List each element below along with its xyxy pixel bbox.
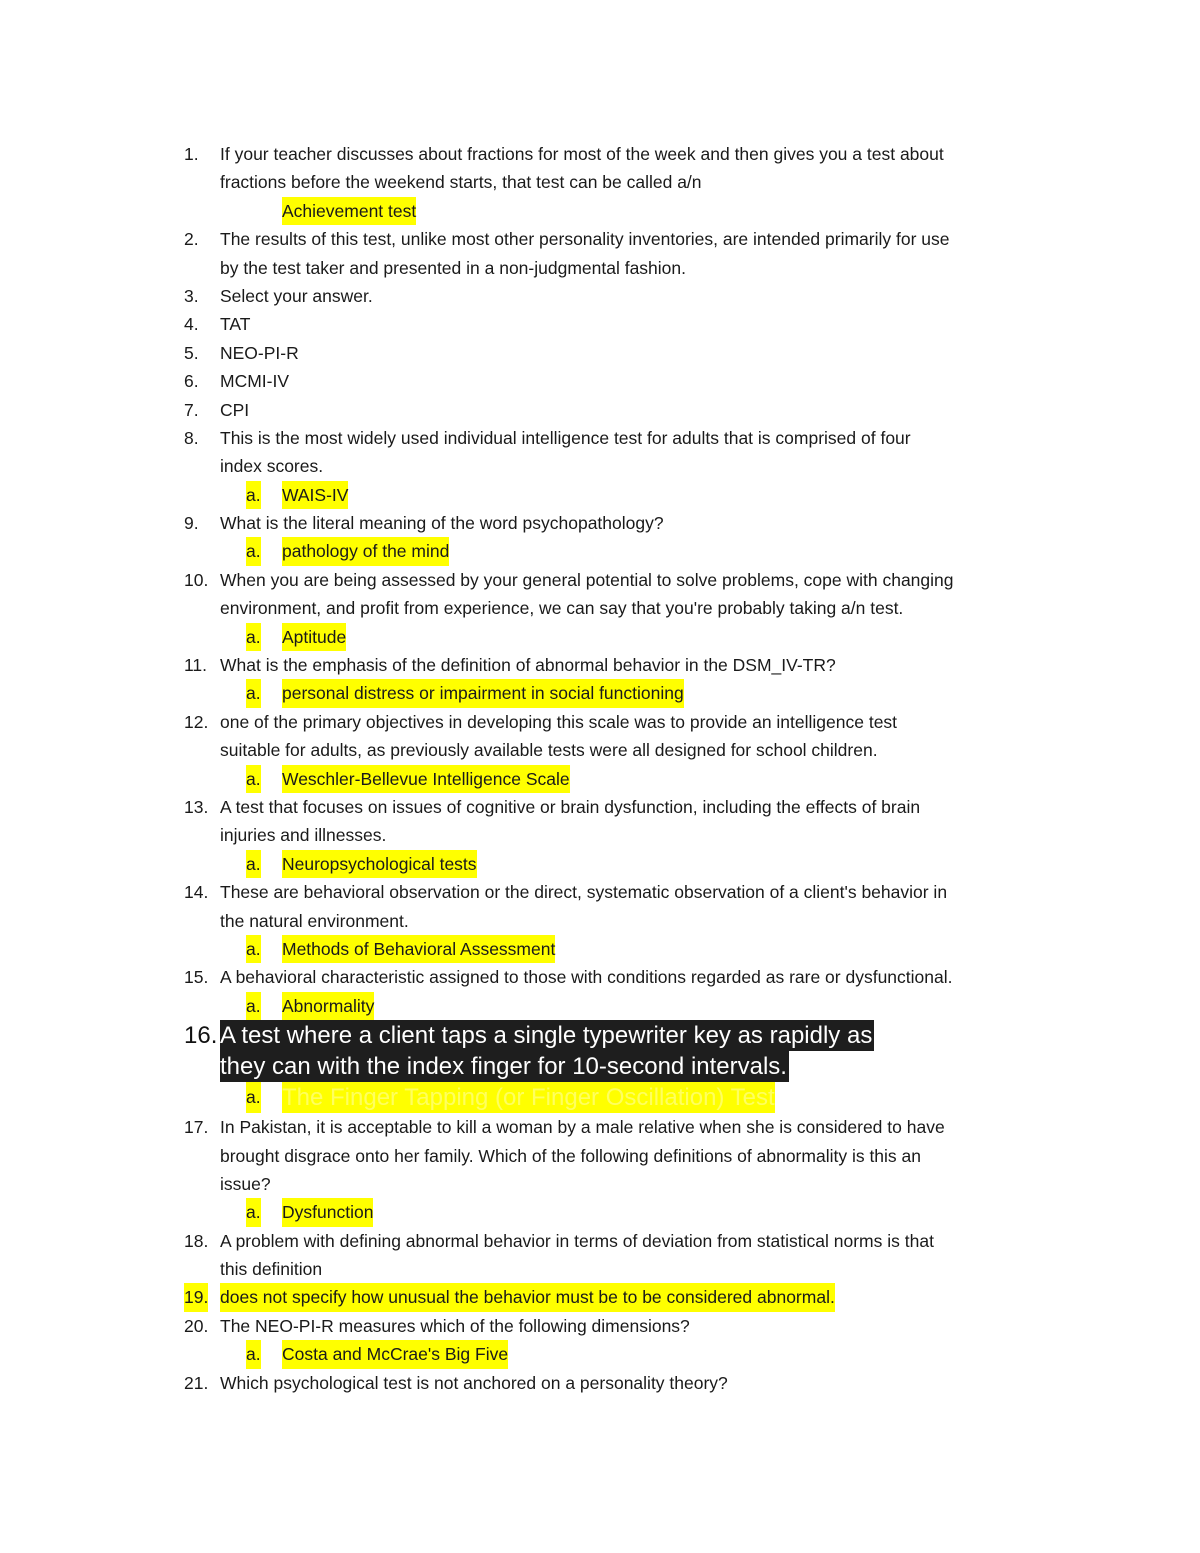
question-number: 14. (184, 882, 209, 903)
question-text: A problem with defining abnormal behavior in terms of deviation from statistical norms is that (220, 1230, 934, 1251)
question-number: 4. (184, 314, 199, 335)
question-text: by the test taker and presented in a non-judgmental fashion. (220, 257, 686, 278)
question-text: issue? (220, 1173, 271, 1194)
question-item (0, 424, 1200, 452)
question-text: A test where a client taps a single typewriter key as rapidly as (220, 1022, 873, 1050)
question-continuation (0, 907, 1200, 935)
question-item (0, 708, 1200, 736)
question-text: The NEO-PI-R measures which of the following dimensions? (220, 1315, 690, 1336)
answer-text: Achievement test (282, 197, 416, 225)
answer-item (0, 481, 1200, 509)
question-number: 7. (184, 399, 199, 420)
question-item (0, 1227, 1200, 1255)
question-number: 18. (184, 1230, 209, 1251)
answer-letter: a. (246, 935, 261, 963)
question-number: 2. (184, 229, 199, 250)
question-continuation (0, 1255, 1200, 1283)
question-text: What is the literal meaning of the word psychopathology? (220, 513, 664, 534)
question-continuation (0, 1051, 1200, 1082)
question-item (0, 1020, 1200, 1051)
question-number: 8. (184, 427, 199, 448)
answer-text: Dysfunction (282, 1198, 373, 1226)
question-text: When you are being assessed by your general potential to solve problems, cope with changing (220, 569, 954, 590)
question-item (0, 396, 1200, 424)
question-text: A behavioral characteristic assigned to those with conditions regarded as rare or dysfunctional. (220, 967, 953, 988)
question-text: this definition (220, 1259, 323, 1280)
question-continuation (0, 168, 1200, 196)
question-item (0, 963, 1200, 991)
question-number: 11. (184, 655, 208, 676)
question-text: These are behavioral observation or the direct, systematic observation of a client's behavior in (220, 882, 948, 903)
question-continuation (0, 254, 1200, 282)
question-continuation (0, 821, 1200, 849)
question-text: brought disgrace onto her family. Which of the following definitions of abnormality is this an (220, 1145, 922, 1166)
question-number: 16. (184, 1022, 218, 1050)
question-item (0, 1369, 1200, 1397)
answer-item (0, 1340, 1200, 1368)
question-item (0, 225, 1200, 253)
question-list (0, 140, 1200, 1397)
question-text: suitable for adults, as previously available tests were all designed for school children. (220, 740, 878, 761)
question-number: 15. (184, 967, 209, 988)
question-number: 5. (184, 342, 199, 363)
answer-letter: a. (246, 481, 261, 509)
question-number: 3. (184, 285, 199, 306)
question-text: environment, and profit from experience, we can say that you're probably taking a/n test. (220, 598, 904, 619)
question-text: does not specify how unusual the behavior must be to be considered abnormal. (220, 1283, 835, 1311)
question-text: CPI (220, 399, 250, 420)
answer-item (0, 679, 1200, 707)
question-text: Which psychological test is not anchored on a personality theory? (220, 1372, 728, 1393)
question-text: TAT (220, 314, 251, 335)
question-continuation (0, 452, 1200, 480)
question-text: the natural environment. (220, 910, 409, 931)
question-number: 19. (184, 1283, 208, 1311)
answer-letter: a. (246, 1340, 261, 1368)
answer-text: Weschler-Bellevue Intelligence Scale (282, 765, 570, 793)
question-number: 13. (184, 796, 209, 817)
answer-text: pathology of the mind (282, 537, 449, 565)
question-continuation (0, 1170, 1200, 1198)
answer-text: Methods of Behavioral Assessment (282, 935, 555, 963)
question-text: The results of this test, unlike most other personality inventories, are intended primarily for use (220, 229, 950, 250)
answer-item (0, 537, 1200, 565)
answer-letter: a. (246, 623, 261, 651)
question-number: 12. (184, 711, 209, 732)
question-text: one of the primary objectives in developing this scale was to provide an intelligence test (220, 711, 898, 732)
answer-item (0, 197, 1200, 225)
question-item (0, 651, 1200, 679)
question-item (0, 140, 1200, 168)
question-item (0, 509, 1200, 537)
answer-letter: a. (246, 1198, 261, 1226)
question-item (0, 310, 1200, 338)
answer-text: Neuropsychological tests (282, 850, 477, 878)
question-continuation (0, 594, 1200, 622)
answer-letter: a. (246, 1082, 261, 1113)
question-number: 9. (184, 513, 199, 534)
question-number: 21. (184, 1372, 209, 1393)
question-continuation (0, 736, 1200, 764)
question-item (0, 793, 1200, 821)
answer-text: personal distress or impairment in social functioning (282, 679, 684, 707)
question-item (0, 282, 1200, 310)
answer-text: Aptitude (282, 623, 346, 651)
answer-letter: a. (246, 537, 261, 565)
answer-text: Costa and McCrae's Big Five (282, 1340, 508, 1368)
answer-letter: a. (246, 679, 261, 707)
answer-letter: a. (246, 850, 261, 878)
answer-item (0, 935, 1200, 963)
answer-item (0, 623, 1200, 651)
answer-text: Abnormality (282, 992, 374, 1020)
question-text: What is the emphasis of the definition of abnormal behavior in the DSM_IV-TR? (220, 655, 836, 676)
question-item (0, 1113, 1200, 1141)
question-text: In Pakistan, it is acceptable to kill a woman by a male relative when she is considered to have (220, 1117, 945, 1138)
question-number: 6. (184, 371, 199, 392)
answer-item (0, 992, 1200, 1020)
answer-letter: a. (246, 992, 261, 1020)
answer-item (0, 765, 1200, 793)
answer-text: WAIS-IV (282, 481, 348, 509)
question-number: 20. (184, 1315, 209, 1336)
question-text: fractions before the weekend starts, that test can be called a/n (220, 172, 702, 193)
question-text: injuries and illnesses. (220, 825, 387, 846)
answer-item (0, 1198, 1200, 1226)
question-text: index scores. (220, 456, 324, 477)
question-item (0, 566, 1200, 594)
question-text: A test that focuses on issues of cognitive or brain dysfunction, including the effects of brain (220, 796, 921, 817)
question-continuation (0, 1142, 1200, 1170)
question-item (0, 367, 1200, 395)
question-text: they can with the index finger for 10-second intervals. (220, 1053, 787, 1081)
answer-item (0, 1082, 1200, 1113)
question-text: If your teacher discusses about fractions for most of the week and then gives you a test about (220, 144, 944, 164)
question-number: 1. (184, 144, 199, 164)
question-text: MCMI-IV (220, 371, 290, 392)
question-item (0, 1283, 1200, 1311)
question-item (0, 339, 1200, 367)
question-text: Select your answer. (220, 285, 373, 306)
question-item (0, 878, 1200, 906)
answer-letter: a. (246, 765, 261, 793)
question-text: This is the most widely used individual intelligence test for adults that is comprised of four (220, 427, 911, 448)
answer-item (0, 850, 1200, 878)
question-number: 17. (184, 1117, 209, 1138)
question-text: NEO-PI-R (220, 342, 299, 363)
question-item (0, 1312, 1200, 1340)
answer-text: The Finger Tapping (or Finger Oscillation) Test (282, 1084, 775, 1112)
question-number: 10. (184, 569, 209, 590)
